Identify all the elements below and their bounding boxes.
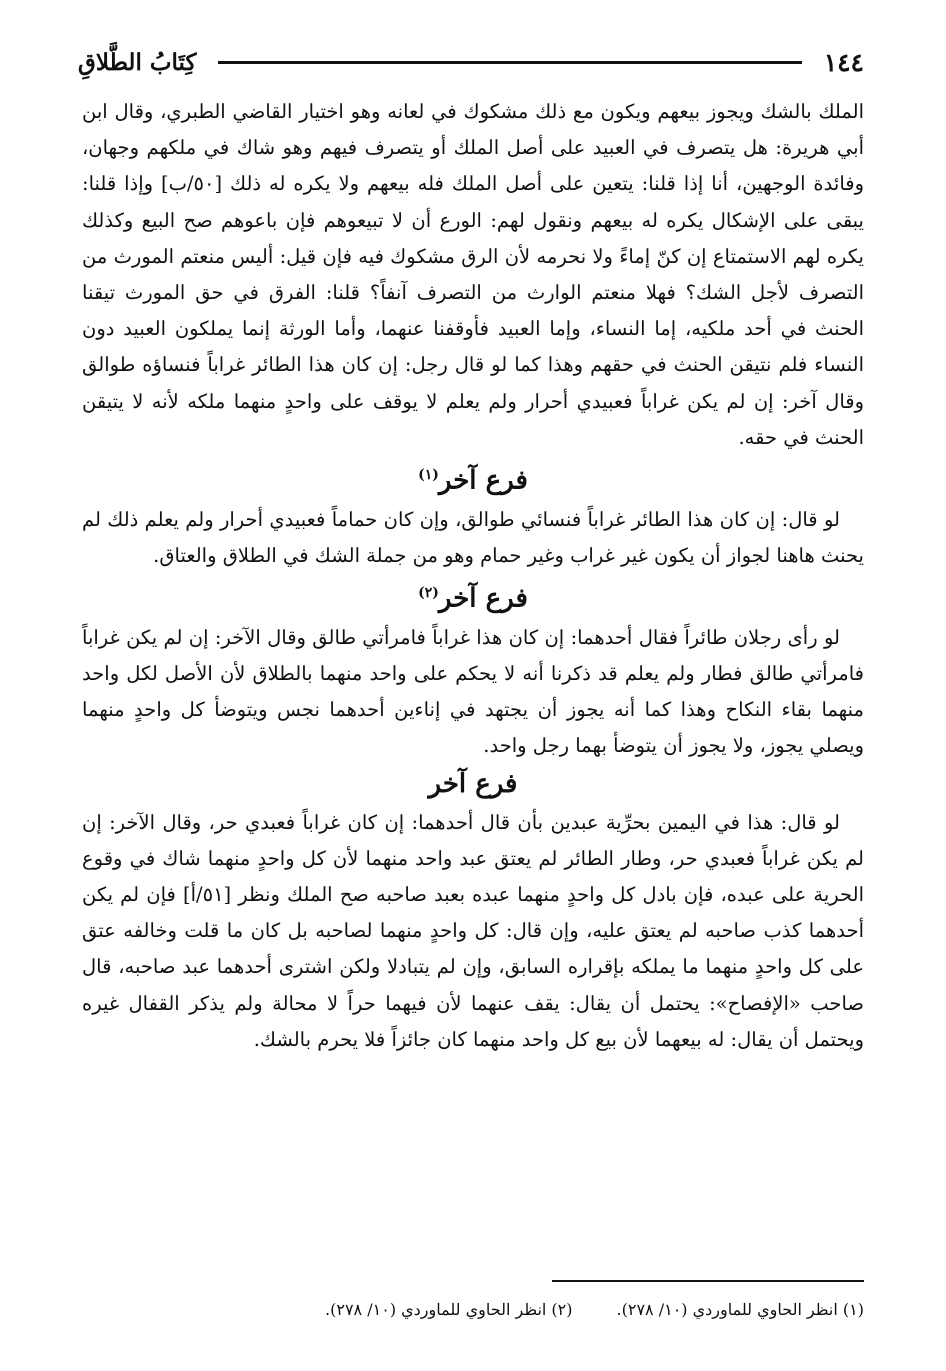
page-body: [82, 94, 864, 1058]
section-heading: [82, 578, 864, 614]
paragraph: لو قال: إن كان هذا الطائر غراباً فنسائي طوالق، وإن كان حماماً فعبيدي أحرار ولم يعلم ذلك لم يحنث هاهنا لجواز أن يكون غير غراب وغير حمام وهو من جملة الشك في الطلاق والعتاق.: [82, 507, 864, 567]
footnote-ref: (٢): [418, 585, 439, 602]
heading-text: فرع آخر: [438, 583, 528, 614]
header-rule: [218, 61, 801, 64]
footnote-ref: (١): [418, 467, 439, 484]
heading-text: فرع آخر: [438, 465, 528, 496]
paragraph: لو قال: هذا في اليمين بحرِّية عبدين بأن قال أحدهما: إن كان غراباً فعبدي حر، وقال الآخر: إن لم يكن غراباً فعبدي حر، وطار الطائر لم يعتق عبد واحد منهما لأن كل واحدٍ منهما شاك في وقوع الحرية على عبده، فإن بادل كل واحدٍ منهما عبده بعبد صاحبه صح الملك ونظر [٥١/أ] فإن لم يكن أحدهما كذب صاحبه لم يعتق عليه، وإن قال: كل واحدٍ منهما لصاحبه بل كان ما قلت وخالفه عتق على كل واحدٍ منهما ما يملكه بإقراره السابق، وإن لم يتبادلا ولكن اشترى أحدهما عبد صاحبه، قال صاحب «الإفصاح»: يحتمل أن يقال: يقف عنهما لأن فيهما حراً لا محالة ولم يذكر القفال غيره ويحتمل أن يقال: له بيعهما لأن بيع كل واحد منهما كان جائزاً فلا يحرم بالشك.: [82, 810, 865, 1051]
book-title: كِتَابُ الطَّلاقِ: [78, 48, 197, 76]
footnote: (٢) انظر الحاوي للماوردي (١٠/ ٢٧٨).: [325, 1300, 573, 1319]
page-number: ١٤٤: [823, 47, 864, 77]
heading-text: فرع آخر: [428, 768, 518, 799]
footnotes: [82, 1296, 864, 1324]
footnote: (١) انظر الحاوي للماوردي (١٠/ ٢٧٨).: [616, 1300, 864, 1319]
page-header: [78, 42, 864, 82]
footnote-divider: [552, 1280, 864, 1282]
section-heading: [82, 769, 864, 799]
paragraph: لو رأى رجلان طائراً فقال أحدهما: إن كان هذا غراباً فامرأتي طالق وقال الآخر: إن لم يكن غراباً فامرأتي طالق فطار ولم يعلم قد ذكرنا أنه لا يحكم على واحد منهما بالطلاق لأن الأصل لكل واحد منهما بقاء النكاح وهذا كما أنه يجوز أن يجتهد في إناءين أحدهما نجس ويتوضأ كل واحدٍ منهما ويصلي يجوز، ولا يجوز أن يتوضأ بهما رجل واحد.: [82, 625, 864, 758]
paragraph: الملك بالشك ويجوز بيعهم ويكون مع ذلك مشكوك في لعانه وهو اختيار القاضي الطبري، وقال ابن أبي هريرة: هل يتصرف في العبيد على أصل الملك أو يتصرف فيهم وهو شاك في ملكهم وجهان، وفائدة الوجهين، أنا إذا قلنا: يتعين على أصل الملك فله بيعهم ولا يكره له ذلك [٥٠/ب] وإذا قلنا: يبقى على الإشكال يكره له بيعهم ونقول لهم: الورع أن لا تبيعوهم فإن باعوهم صح البيع وكذلك يكره لهم الاستمتاع إن كنّ إماءً ولا نحرمه لأن الرق مشكوك فيه فإن قيل: أليس منعتم المورث من التصرف لأجل الشك؟ فهلا منعتم الوارث من التصرف آنفاً؟ قلنا: الفرق في حق المورث تيقنا الحنث في أحد ملكيه، إما النساء، وإما العبيد فأوقفنا عنهما، وأما الورثة إنما يملكون العبيد دون النساء فلم نتيقن الحنث في حقهم وهذا كما لو قال رجل: إن كان هذا الطائر غراباً فنساؤه طوالق وقال آخر: إن لم يكن غراباً فعبيدي أحرار ولم يعلم لا يوقف على واحدٍ منهما ملكه لأنه لا يتيقن الحنث في حقه.: [82, 100, 864, 449]
section-heading: [82, 460, 864, 496]
